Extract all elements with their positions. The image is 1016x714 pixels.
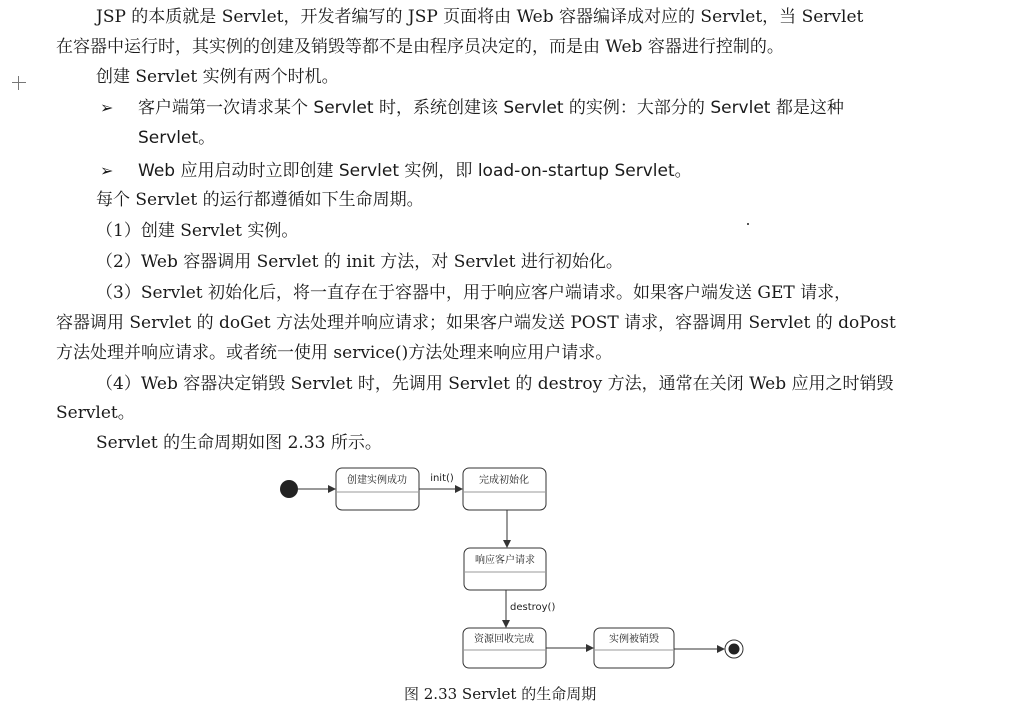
step-2: （2）Web 容器调用 Servlet 的 init 方法，对 Servlet 进行初始化。 [96,252,623,272]
state-destroyed [594,628,674,668]
state-initialized-label: 完成初始化 [479,475,529,486]
step-3-line-1: （3）Servlet 初始化后，将一直存在于容器中，用于响应客户端请求。如果客户端发送 GET 请求， [96,283,852,303]
state-created-label: 创建实例成功 [347,475,407,486]
state-destroyed-label: 实例被销毁 [609,634,659,645]
state-reclaimed-label: 资源回收完成 [474,634,534,645]
step-4-line-2: Servlet。 [56,403,135,423]
bullet-1-line-2: Servlet。 [138,128,216,148]
bullet-2: Web 应用启动时立即创建 Servlet 实例，即 load-on-startup Servlet。 [138,161,692,181]
init-label: init() [430,473,454,484]
paragraph-2: 创建 Servlet 实例有两个时机。 [96,67,339,87]
paragraph-4: Servlet 的生命周期如图 2.33 所示。 [96,433,382,453]
state-responding [464,548,546,590]
state-reclaimed [463,628,546,668]
final-state-node [725,640,743,658]
step-3-line-2: 容器调用 Servlet 的 doGet 方法处理并响应请求；如果客户端发送 POST 请求，容器调用 Servlet 的 doPost [56,313,896,333]
state-created [336,468,419,510]
figure-caption: 图 2.33 Servlet 的生命周期 [404,685,597,703]
paragraph-1-line-2: 在容器中运行时，其实例的创建及销毁等都不是由程序员决定的，而是由 Web 容器进行控制的。 [56,37,784,57]
paragraph-1-line-1: JSP 的本质就是 Servlet，开发者编写的 JSP 页面将由 Web 容器编译成对应的 Servlet，当 Servlet [96,7,864,27]
paragraph-3: 每个 Servlet 的运行都遵循如下生命周期。 [96,190,424,210]
bullet-arrow-icon: ➢ [100,161,114,180]
destroy-label: destroy() [510,602,556,613]
state-responding-label: 响应客户请求 [475,555,535,566]
bullet-1-line-1: 客户端第一次请求某个 Servlet 时，系统创建该 Servlet 的实例：大部分的 Servlet 都是这种 [138,98,844,118]
step-1: （1）创建 Servlet 实例。 [96,221,299,241]
step-4-line-1: （4）Web 容器决定销毁 Servlet 时，先调用 Servlet 的 destroy 方法，通常在关闭 Web 应用之时销毁 [96,374,894,394]
initial-state-node [280,480,298,498]
step-3-line-3: 方法处理并响应请求。或者统一使用 service()方法处理来响应用户请求。 [56,343,613,363]
bullet-arrow-icon: ➢ [100,98,114,117]
state-initialized [463,468,546,510]
